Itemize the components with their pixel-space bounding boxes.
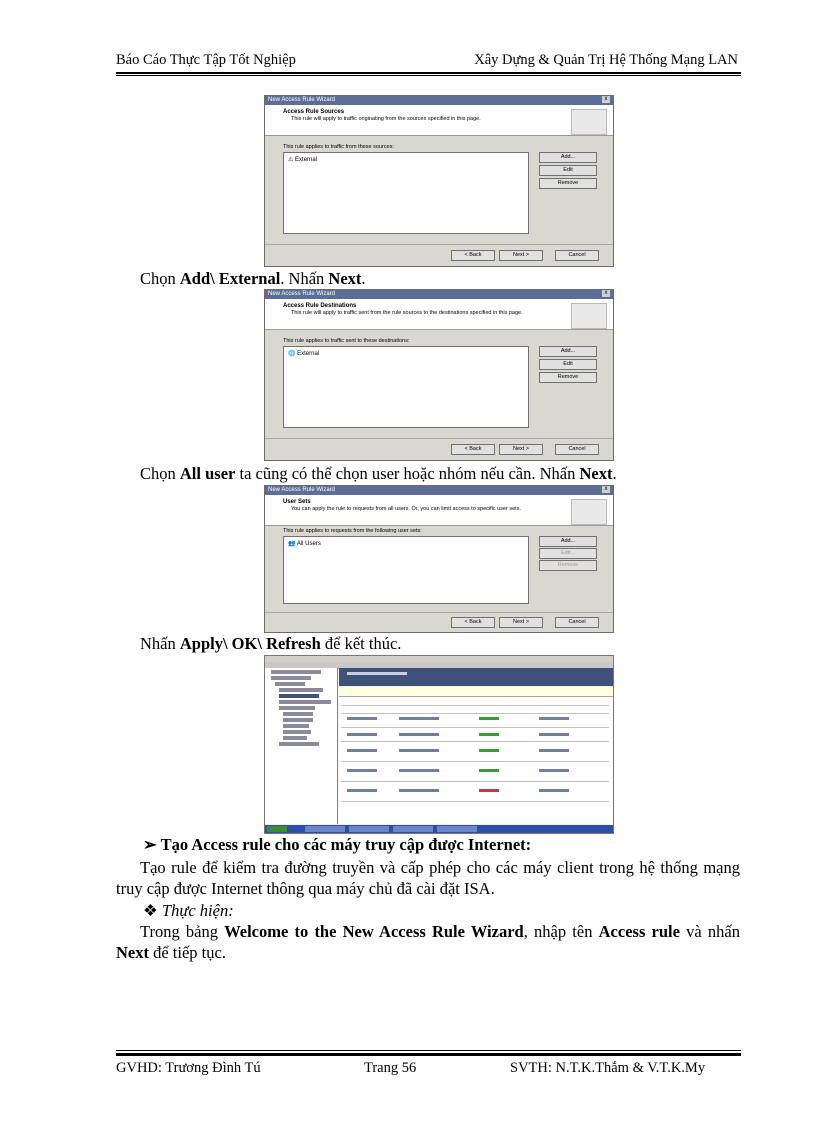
isa-console-screenshot	[264, 655, 614, 834]
wizard-subheading: This rule will apply to traffic sent from the rule sources to the destinations specified in this page.	[291, 310, 523, 316]
subsection-heading	[143, 900, 234, 921]
wizard-subheading: This rule will apply to traffic originating from the sources specified in this page.	[291, 116, 481, 122]
user-sets-list	[283, 536, 529, 604]
close-icon: x	[602, 290, 610, 297]
section-heading	[143, 834, 531, 855]
para-text: , nhập tên	[523, 922, 599, 941]
paragraph-2	[116, 921, 740, 963]
cancel-button: Cancel	[555, 250, 599, 261]
taskbar	[265, 825, 613, 833]
back-button: < Back	[451, 250, 495, 261]
caption-text: .	[361, 269, 366, 288]
remove-button: Remove	[539, 178, 597, 189]
header-rule-thin	[116, 75, 741, 76]
wizard-logo	[571, 109, 607, 135]
close-icon: x	[602, 486, 610, 493]
footer-left: GVHD: Trương Đình Tú	[116, 1060, 261, 1076]
remove-button: Remove	[539, 372, 597, 383]
wizard-heading: Access Rule Destinations	[283, 303, 357, 309]
taskbar-item	[437, 826, 477, 832]
wizard-header	[265, 495, 613, 526]
header-rule	[116, 72, 741, 74]
caption-text: Chọn	[140, 464, 180, 483]
edit-button: Edit	[539, 165, 597, 176]
list-item: 👥 All Users	[288, 541, 321, 547]
wizard-title: New Access Rule Wizard	[268, 487, 336, 493]
wizard-heading: Access Rule Sources	[283, 109, 345, 115]
wizard-heading: User Sets	[283, 499, 311, 505]
taskbar-item	[349, 826, 389, 832]
add-button: Add...	[539, 346, 597, 357]
wizard-titlebar	[265, 486, 613, 495]
wizard-logo	[571, 303, 607, 329]
firewall-policy-grid	[339, 697, 613, 824]
caption-1	[140, 268, 366, 289]
footer-rule	[116, 1053, 741, 1056]
add-button: Add...	[539, 536, 597, 547]
wizard-title: New Access Rule Wizard	[268, 291, 336, 297]
list-item-label: External	[295, 157, 318, 163]
apply-warning-bar	[339, 687, 613, 697]
remove-button: Remove	[539, 560, 597, 571]
caption-text: Chọn	[140, 269, 180, 288]
add-button: Add...	[539, 152, 597, 163]
wizard-header	[265, 105, 613, 136]
para-text: Trong bảng	[140, 922, 225, 941]
para-text: và nhấn	[679, 922, 740, 941]
wizard-titlebar	[265, 96, 613, 105]
next-button: Next >	[499, 444, 543, 455]
wizard-user-sets-screenshot	[264, 485, 614, 633]
taskbar-item	[393, 826, 433, 832]
wizard-title: New Access Rule Wizard	[268, 97, 336, 103]
back-button: < Back	[451, 617, 495, 628]
next-button: Next >	[499, 617, 543, 628]
caption-text: . Nhấn	[280, 269, 329, 288]
caption-bold: Next	[579, 464, 613, 483]
footer-page: Trang 56	[364, 1060, 417, 1076]
wizard-subheading: You can apply the rule to requests from all users. Or, you can limit access to specific user sets.	[291, 506, 521, 512]
list-item-label: All Users	[296, 541, 321, 547]
taskbar-item	[305, 826, 345, 832]
caption-3	[140, 633, 401, 654]
para-bold: Access rule	[598, 922, 680, 941]
list-label: This rule applies to traffic from these sources:	[283, 144, 394, 150]
bullet-icon: ❖	[143, 901, 158, 920]
list-item: ⚠ External	[288, 157, 318, 163]
back-button: < Back	[451, 444, 495, 455]
caption-text: .	[612, 464, 617, 483]
caption-text: ta cũng có thể chọn user hoặc nhóm nếu cần. Nhấn	[235, 464, 580, 483]
paragraph-1: Tạo rule để kiểm tra đường truyền và cấp phép cho các máy client trong hệ thống mạng truy cập được Internet thông qua máy chủ đã cài đặt ISA.	[116, 858, 740, 898]
caption-2	[140, 463, 617, 484]
header-left: Báo Cáo Thực Tập Tốt Nghiệp	[116, 52, 296, 68]
sources-list	[283, 152, 529, 234]
console-banner	[339, 668, 613, 686]
console-tree	[265, 668, 338, 824]
divider	[265, 612, 613, 613]
edit-button: Edit	[539, 359, 597, 370]
start-button	[267, 826, 287, 832]
list-label: This rule applies to requests from the following user sets:	[283, 528, 422, 534]
section-title: Tạo Access rule cho các máy truy cập được Internet:	[160, 835, 532, 854]
wizard-destinations-screenshot	[264, 289, 614, 461]
caption-text: Nhấn	[140, 634, 180, 653]
wizard-logo	[571, 499, 607, 525]
footer-rule-thin	[116, 1050, 741, 1051]
caption-text: để kết thúc.	[320, 634, 402, 653]
para-text: để tiếp tục.	[148, 943, 226, 962]
para-bold: Next	[116, 943, 149, 962]
cancel-button: Cancel	[555, 617, 599, 628]
subsection-title: Thực hiện:	[161, 901, 234, 920]
destinations-list	[283, 346, 529, 428]
caption-bold: All user	[179, 464, 236, 483]
arrow-icon: ➢	[143, 835, 157, 854]
wizard-header	[265, 299, 613, 330]
divider	[265, 438, 613, 439]
footer-right: SVTH: N.T.K.Thắm & V.T.K.My	[510, 1060, 706, 1076]
edit-button: Edit...	[539, 548, 597, 559]
header-right: Xây Dựng & Quản Trị Hệ Thống Mạng LAN	[474, 52, 738, 68]
wizard-sources-screenshot	[264, 95, 614, 267]
close-icon: x	[602, 96, 610, 103]
list-label: This rule applies to traffic sent to these destinations:	[283, 338, 410, 344]
next-button: Next >	[499, 250, 543, 261]
divider	[265, 244, 613, 245]
list-item-label: External	[297, 351, 320, 357]
list-item: 🌐 External	[288, 351, 320, 357]
wizard-titlebar	[265, 290, 613, 299]
caption-bold: Next	[328, 269, 362, 288]
caption-bold: Apply\ OK\ Refresh	[179, 634, 321, 653]
caption-bold: Add\ External	[179, 269, 281, 288]
page-header	[116, 50, 740, 72]
cancel-button: Cancel	[555, 444, 599, 455]
para-bold: Welcome to the New Access Rule Wizard	[224, 922, 524, 941]
